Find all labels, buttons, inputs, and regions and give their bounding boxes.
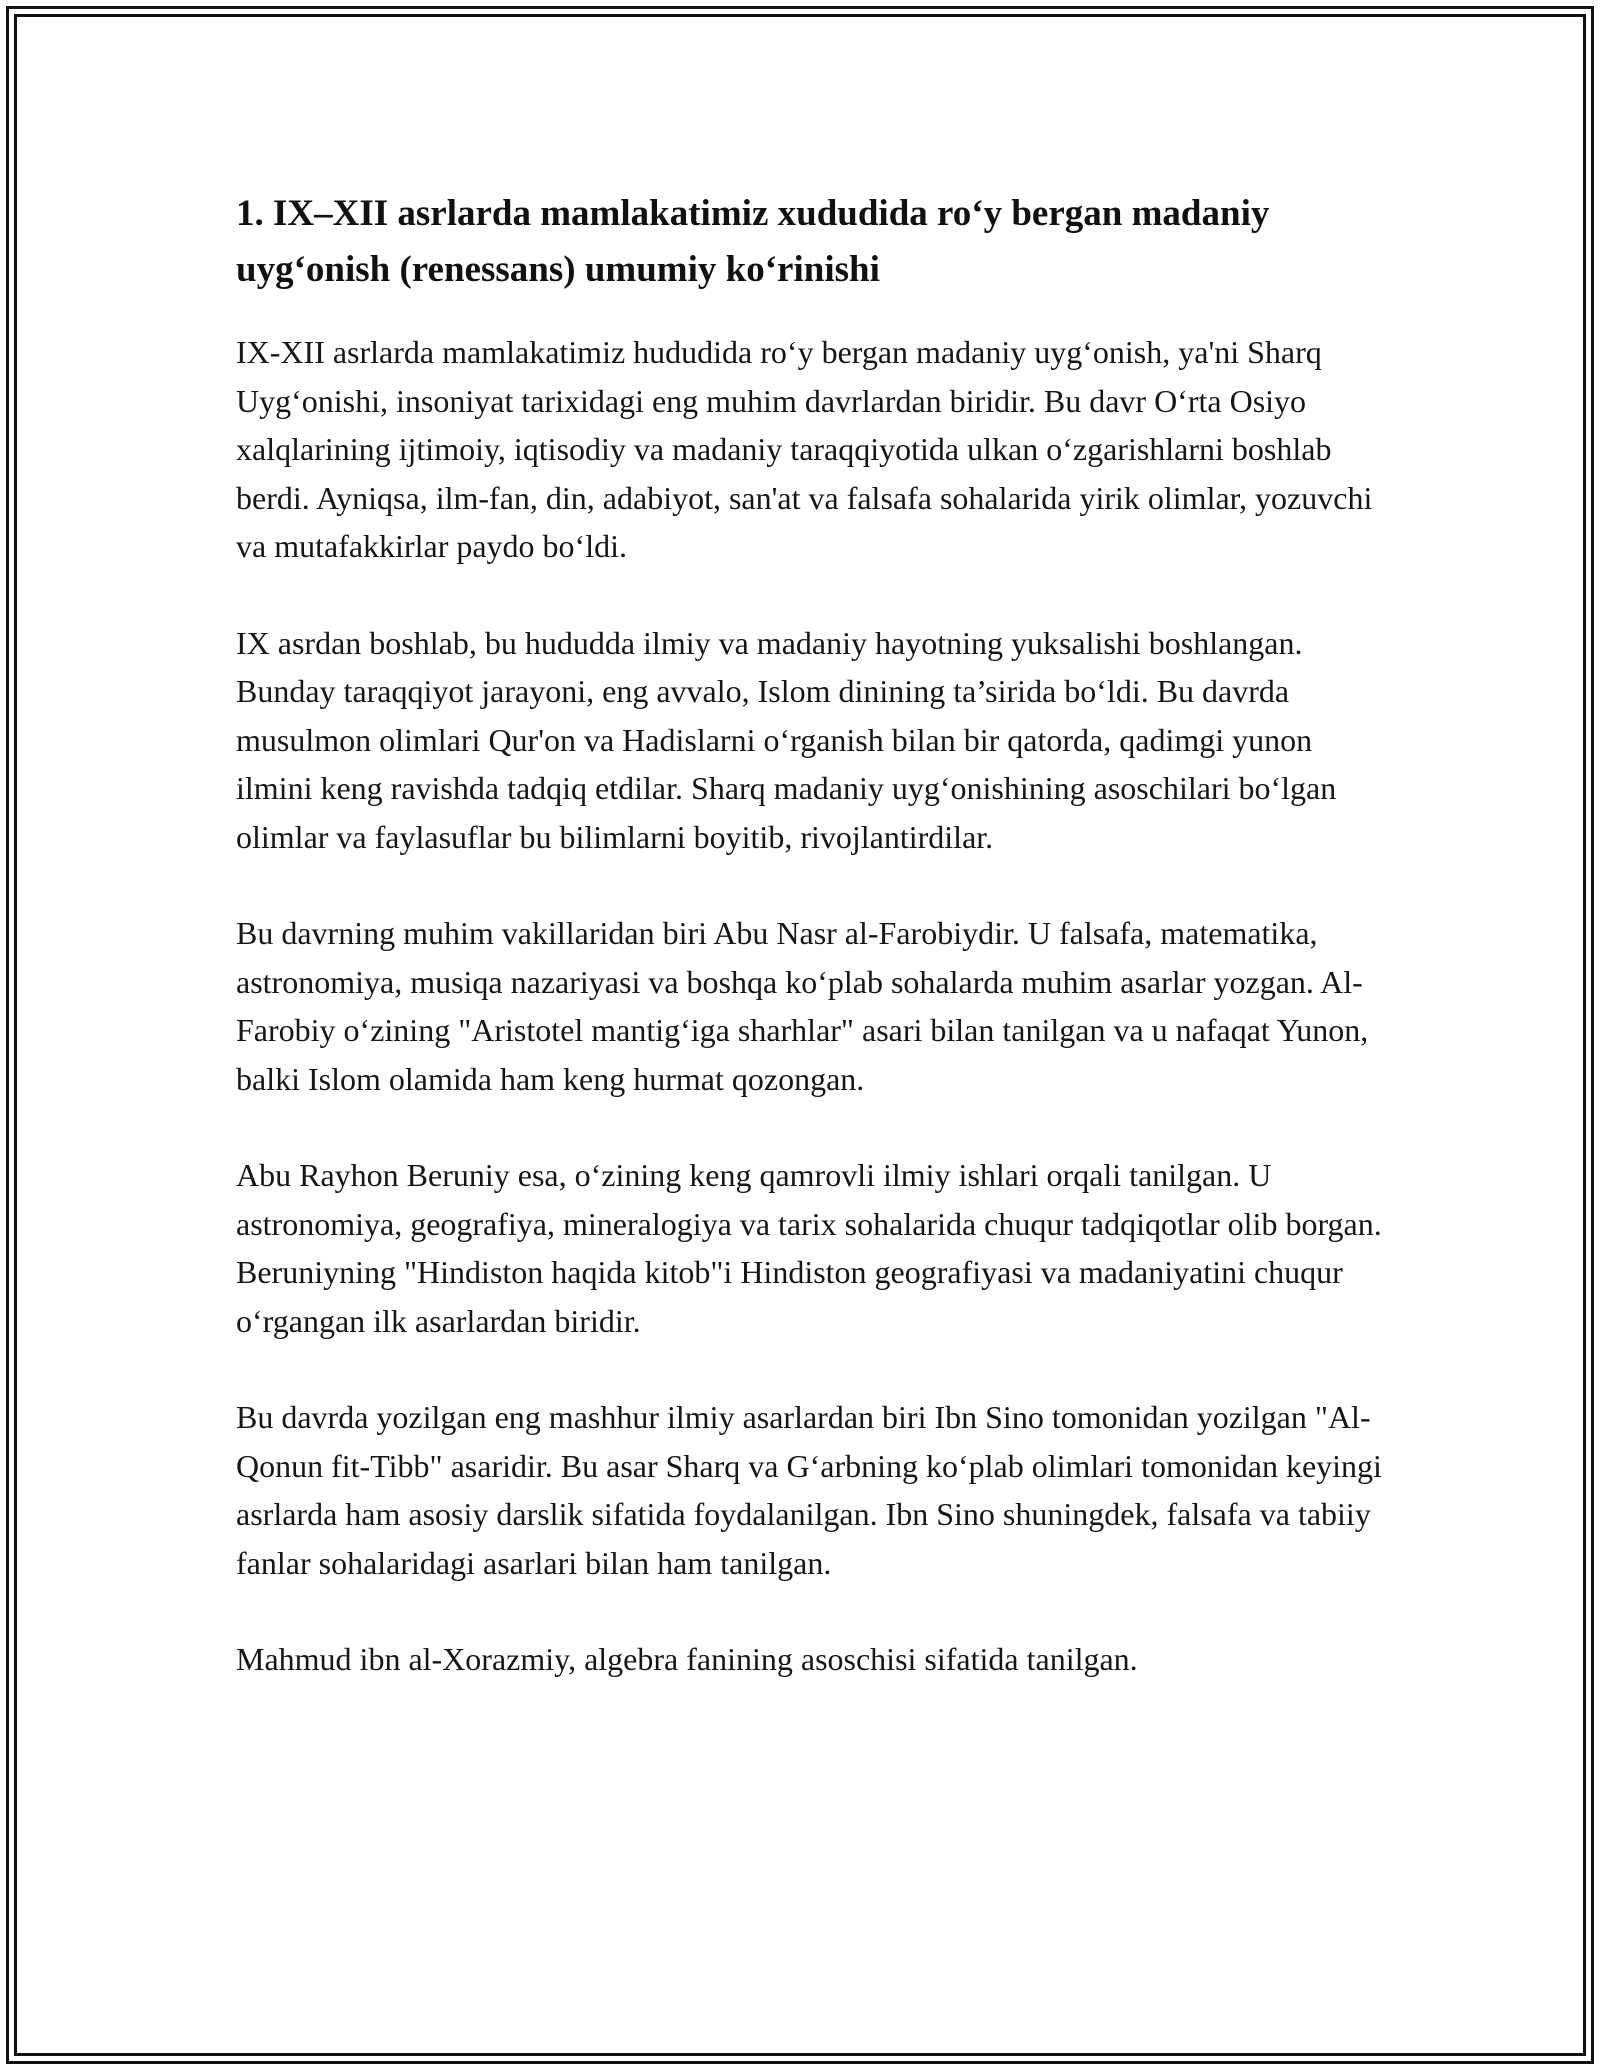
paragraph-2: IX asrdan boshlab, bu hududda ilmiy va madaniy hayotning yuksalishi boshlangan. Bunday taraqqiyot jarayoni, eng avvalo, Islom dinining ta’sirida bo‘ldi. Bu davrda musulmon olimlari Qur'on va Hadislarni o‘rganish bilan bir qatorda, qadimgi yunon ilmini keng ravishda tadqiq etdilar. Sharq madaniy uyg‘onishining asoschilari bo‘lgan olimlar va faylasuflar bu bilimlarni boyitib, rivojlantirdilar.	[236, 624, 1337, 855]
paragraph-5: Bu davrda yozilgan eng mashhur ilmiy asarlardan biri Ibn Sino tomonidan yozilgan "Al-Qonun fit-Tibb" asaridir. Bu asar Sharq va G‘arbning ko‘plab olimlari tomonidan keyingi asrlarda ham asosiy darslik sifatida foydalanilgan. Ibn Sino shuningdek, falsafa va tabiiy fanlar sohalaridagi asarlari bilan ham tanilgan.	[236, 1399, 1382, 1581]
paragraph-3: Bu davrning muhim vakillaridan biri Abu Nasr al-Farobiydir. U falsafa, matematika, astronomiya, musiqa nazariyasi va boshqa ko‘plab sohalarda muhim asarlar yozgan. Al-Farobiy o‘zining "Aristotel mantig‘iga sharhlar" asari bilan tanilgan va u nafaqat Yunon, balki Islom olamida ham keng hurmat qozongan.	[236, 915, 1369, 1097]
paragraph-4: Abu Rayhon Beruniy esa, o‘zining keng qamrovli ilmiy ishlari orqali tanilgan. U astronomiya, geografiya, mineralogiya va tarix sohalarida chuqur tadqiqotlar olib borgan. Beruniyning "Hindiston haqida kitob"i Hindiston geografiyasi va madaniyatini chuqur o‘rgangan ilk asarlardan biridir.	[236, 1157, 1382, 1339]
paragraph-6: Mahmud ibn al-Xorazmiy, algebra fanining asoschisi sifatida tanilgan.	[236, 1641, 1138, 1677]
paragraph-1: IX-XII asrlarda mamlakatimiz hududida ro‘y bergan madaniy uyg‘onish, ya'ni Sharq Uyg‘onishi, insoniyat tarixidagi eng muhim davrlardan biridir. Bu davr O‘rta Osiyo xalqlarining ijtimoiy, iqtisodiy va madaniy taraqqiyotida ulkan o‘zgarishlarni boshlab berdi. Ayniqsa, ilm-fan, din, adabiyot, san'at va falsafa sohalarida yirik olimlar, yozuvchi va mutafakkirlar paydo bo‘ldi.	[236, 334, 1373, 564]
document-body	[236, 186, 1396, 1732]
section-heading: 1. IX–XII asrlarda mamlakatimiz xududida ro‘y bergan madaniy uyg‘onish (renessans) umumiy ko‘rinishi	[236, 193, 1270, 290]
